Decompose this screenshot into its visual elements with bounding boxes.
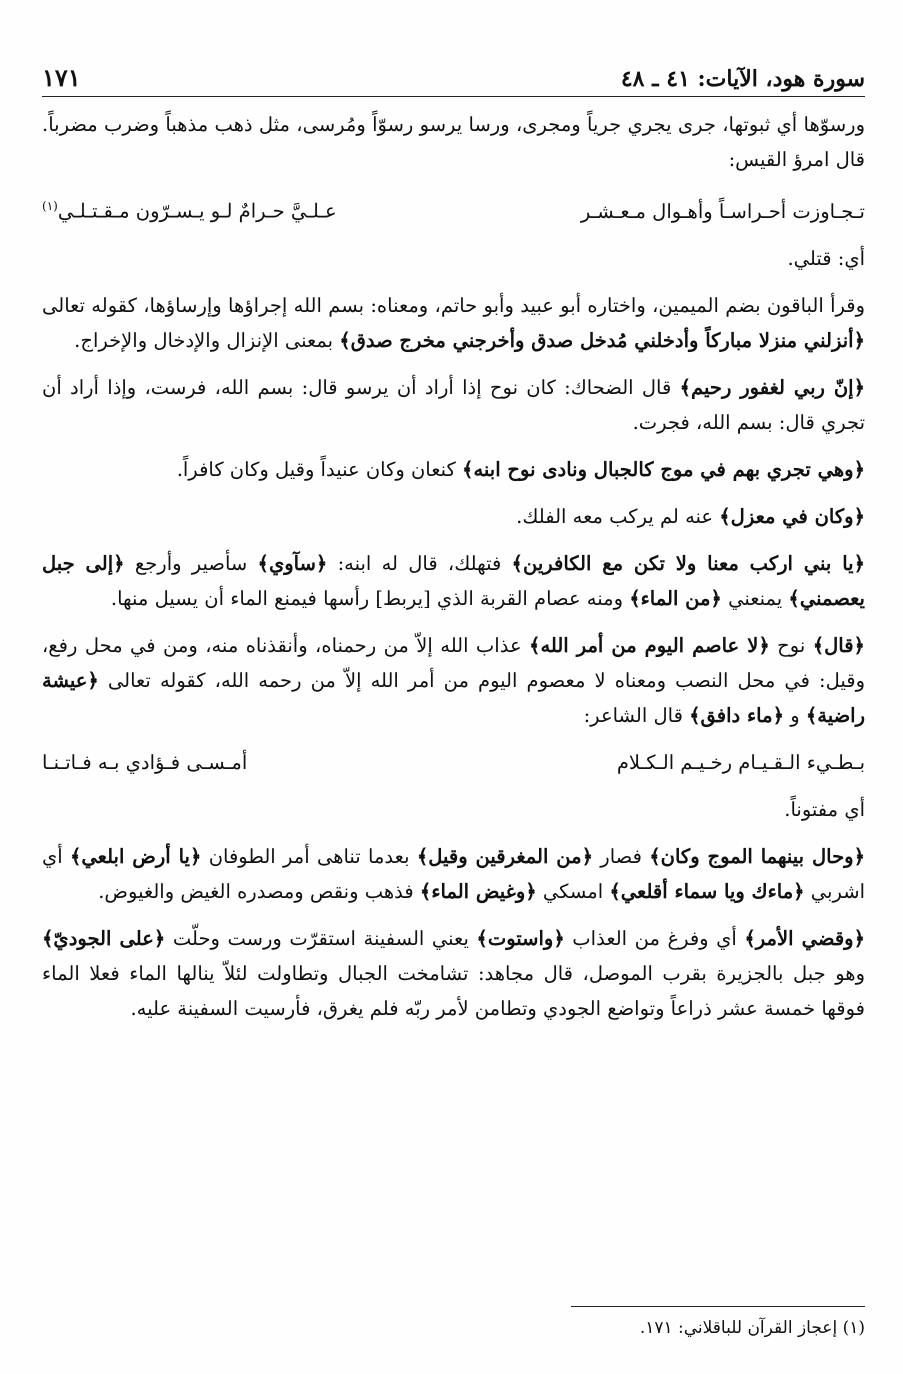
paragraph — [42, 370, 865, 440]
footnote: (١) إعجاز القرآن للباقلاني: ١٧١. — [639, 1318, 865, 1338]
quran-quote: ﴿واستوت﴾ — [476, 926, 565, 950]
paragraph — [42, 452, 865, 487]
commentary-text: و — [784, 703, 806, 727]
commentary-text: ومنه عصام القربة الذي [يربط] رأسها فيمنع الماء أن يسيل منها. — [110, 586, 630, 610]
quran-quote: ﴿عيشة راضية﴾ — [42, 668, 865, 727]
paragraph — [42, 288, 865, 358]
commentary-text: فذهب ونقص ومصدره الغيض والغيوض. — [98, 879, 420, 903]
quran-quote: ﴿وغيض الماء﴾ — [419, 879, 537, 903]
commentary-text: أي وفرغ من العذاب — [564, 926, 745, 950]
commentary-text: أي مفتوناً. — [784, 797, 865, 821]
running-title: سورة هود، الآيات: ٤١ ـ ٤٨ — [620, 66, 865, 92]
footnote-rule — [571, 1306, 865, 1307]
quran-quote: ﴿ماء دافق﴾ — [689, 703, 784, 727]
paragraph — [42, 546, 865, 616]
commentary-text: أي: قتلي. — [787, 246, 865, 270]
commentary-text: قال الضحاك: كان نوح إذا أراد أن يرسو قال: بسم الله، فرست، وإذا أراد أن تجري قال: بسم الله، فجرت. — [42, 375, 865, 434]
verse-first-hemistich: تـجـاوزت أحـراسـاً وأهـوال مـعـشـر — [580, 199, 865, 223]
quran-quote: ﴿على الجوديّ﴾ — [42, 926, 166, 950]
poetry-verse — [42, 189, 865, 229]
footnote-marker: (١) — [42, 199, 58, 213]
quran-quote: ﴿سآوي﴾ — [257, 551, 328, 575]
commentary-text: امسكي — [536, 879, 610, 903]
commentary-text: نوح — [769, 633, 813, 657]
quran-quote: ﴿لا عاصم اليوم من أمر الله﴾ — [529, 633, 770, 657]
footnotes — [42, 1306, 865, 1341]
commentary-text: بعدما تناهى أمر الطوفان — [201, 844, 417, 868]
paragraph — [42, 628, 865, 733]
commentary-text: ورسوّها أي ثبوتها، جرى يجري جرياً ومجرى، ورسا يرسو رسوّاً ومُرسى، مثل ذهب مذهباً وضرب مضرباً. قال امرؤ القيس: — [42, 113, 865, 171]
commentary-text: سأصير وأرجع — [124, 551, 258, 575]
verse-first-hemistich: بـطـيء الـقـيـام رخـيـم الـكـلام — [616, 750, 865, 774]
poetry-verse — [42, 745, 865, 780]
page-header — [42, 52, 865, 97]
paragraph — [42, 499, 865, 534]
quran-quote: ﴿وقضي الأمر﴾ — [744, 926, 866, 950]
quran-quote: ﴿من المغرقين وقيل﴾ — [416, 844, 593, 868]
quran-quote: ﴿قال﴾ — [812, 633, 865, 657]
page — [42, 52, 865, 1352]
commentary-text: قال الشاعر: — [583, 703, 690, 727]
paragraph — [42, 839, 865, 909]
commentary-text: بمعنى الإنزال والإدخال والإخراج. — [74, 328, 340, 352]
page-number: ١٧١ — [42, 63, 81, 92]
quran-quote: ﴿وهي تجري بهم في موج كالجبال ونادى نوح ابنه﴾ — [462, 457, 865, 481]
commentary-text: كنعان وكان عنيداً وقيل وكان كافراً. — [176, 457, 463, 481]
commentary-text: أي اشربي — [42, 844, 865, 903]
paragraph — [42, 107, 865, 177]
paragraph — [42, 241, 865, 276]
verse-second-hemistich: عـلـيَّ حـرامٌ لـو يـسـرّون مـقـتـلـي$^{(١)}$ — [42, 199, 337, 223]
commentary-text: وقرأ الباقون بضم الميمين، واختاره أبو عبيد وأبو حاتم، ومعناه: بسم الله إجراؤها وإرساؤها، كقوله تعالى — [42, 293, 865, 317]
quran-quote: ﴿وكان في معزل﴾ — [719, 504, 865, 528]
commentary-text: عنه لم يركب معه الفلك. — [516, 504, 720, 528]
quran-quote: ﴿يا أرض ابلعي﴾ — [70, 844, 202, 868]
quran-quote: ﴿إنّ ربي لغفور رحيم﴾ — [679, 375, 865, 399]
quran-quote: ﴿إلى جبل يعصمني﴾ — [42, 551, 865, 610]
quran-quote: ﴿ماءك ويا سماء أقلعي﴾ — [609, 879, 805, 903]
paragraph — [42, 792, 865, 827]
commentary-text: فصار — [593, 844, 650, 868]
quran-quote: ﴿أنزلني منزلا مباركاً وأدخلني مُدخل صدق وأخرجني مخرج صدق﴾ — [339, 328, 865, 352]
commentary-text: فتهلك، قال له ابنه: — [327, 551, 512, 575]
page-body — [42, 107, 865, 1026]
commentary-text: يعني السفينة استقرّت ورست وحلّت — [165, 926, 477, 950]
commentary-text: وهو جبل بالجزيرة بقرب الموصل، قال مجاهد: تشامخت الجبال وتطاولت لئلاّ ينالها الماء فعلا الماء فوقها خمسة عشر ذراعاً وتواضع الجودي وتطامن لأمر ربّه فلم يغرق، فأرسيت السفينة عليه. — [42, 961, 865, 1020]
verse-second-hemistich: أمـسـى فـؤادي بـه فـاتـنـا — [42, 750, 248, 774]
commentary-text: يمنعني — [721, 586, 789, 610]
quran-quote: ﴿وحال بينهما الموج وكان﴾ — [649, 844, 865, 868]
quran-quote: ﴿من الماء﴾ — [629, 586, 722, 610]
quran-quote: ﴿يا بني اركب معنا ولا تكن مع الكافرين﴾ — [511, 551, 865, 575]
commentary-text: عذاب الله إلاّ من رحمناه، وأنقذناه منه، ومن في محل رفع، وقيل: في محل النصب ومعناه لا معصوم اليوم من أمر الله إلاّ من رحمه الله، كقوله تعالى — [42, 633, 865, 692]
paragraph — [42, 921, 865, 1026]
